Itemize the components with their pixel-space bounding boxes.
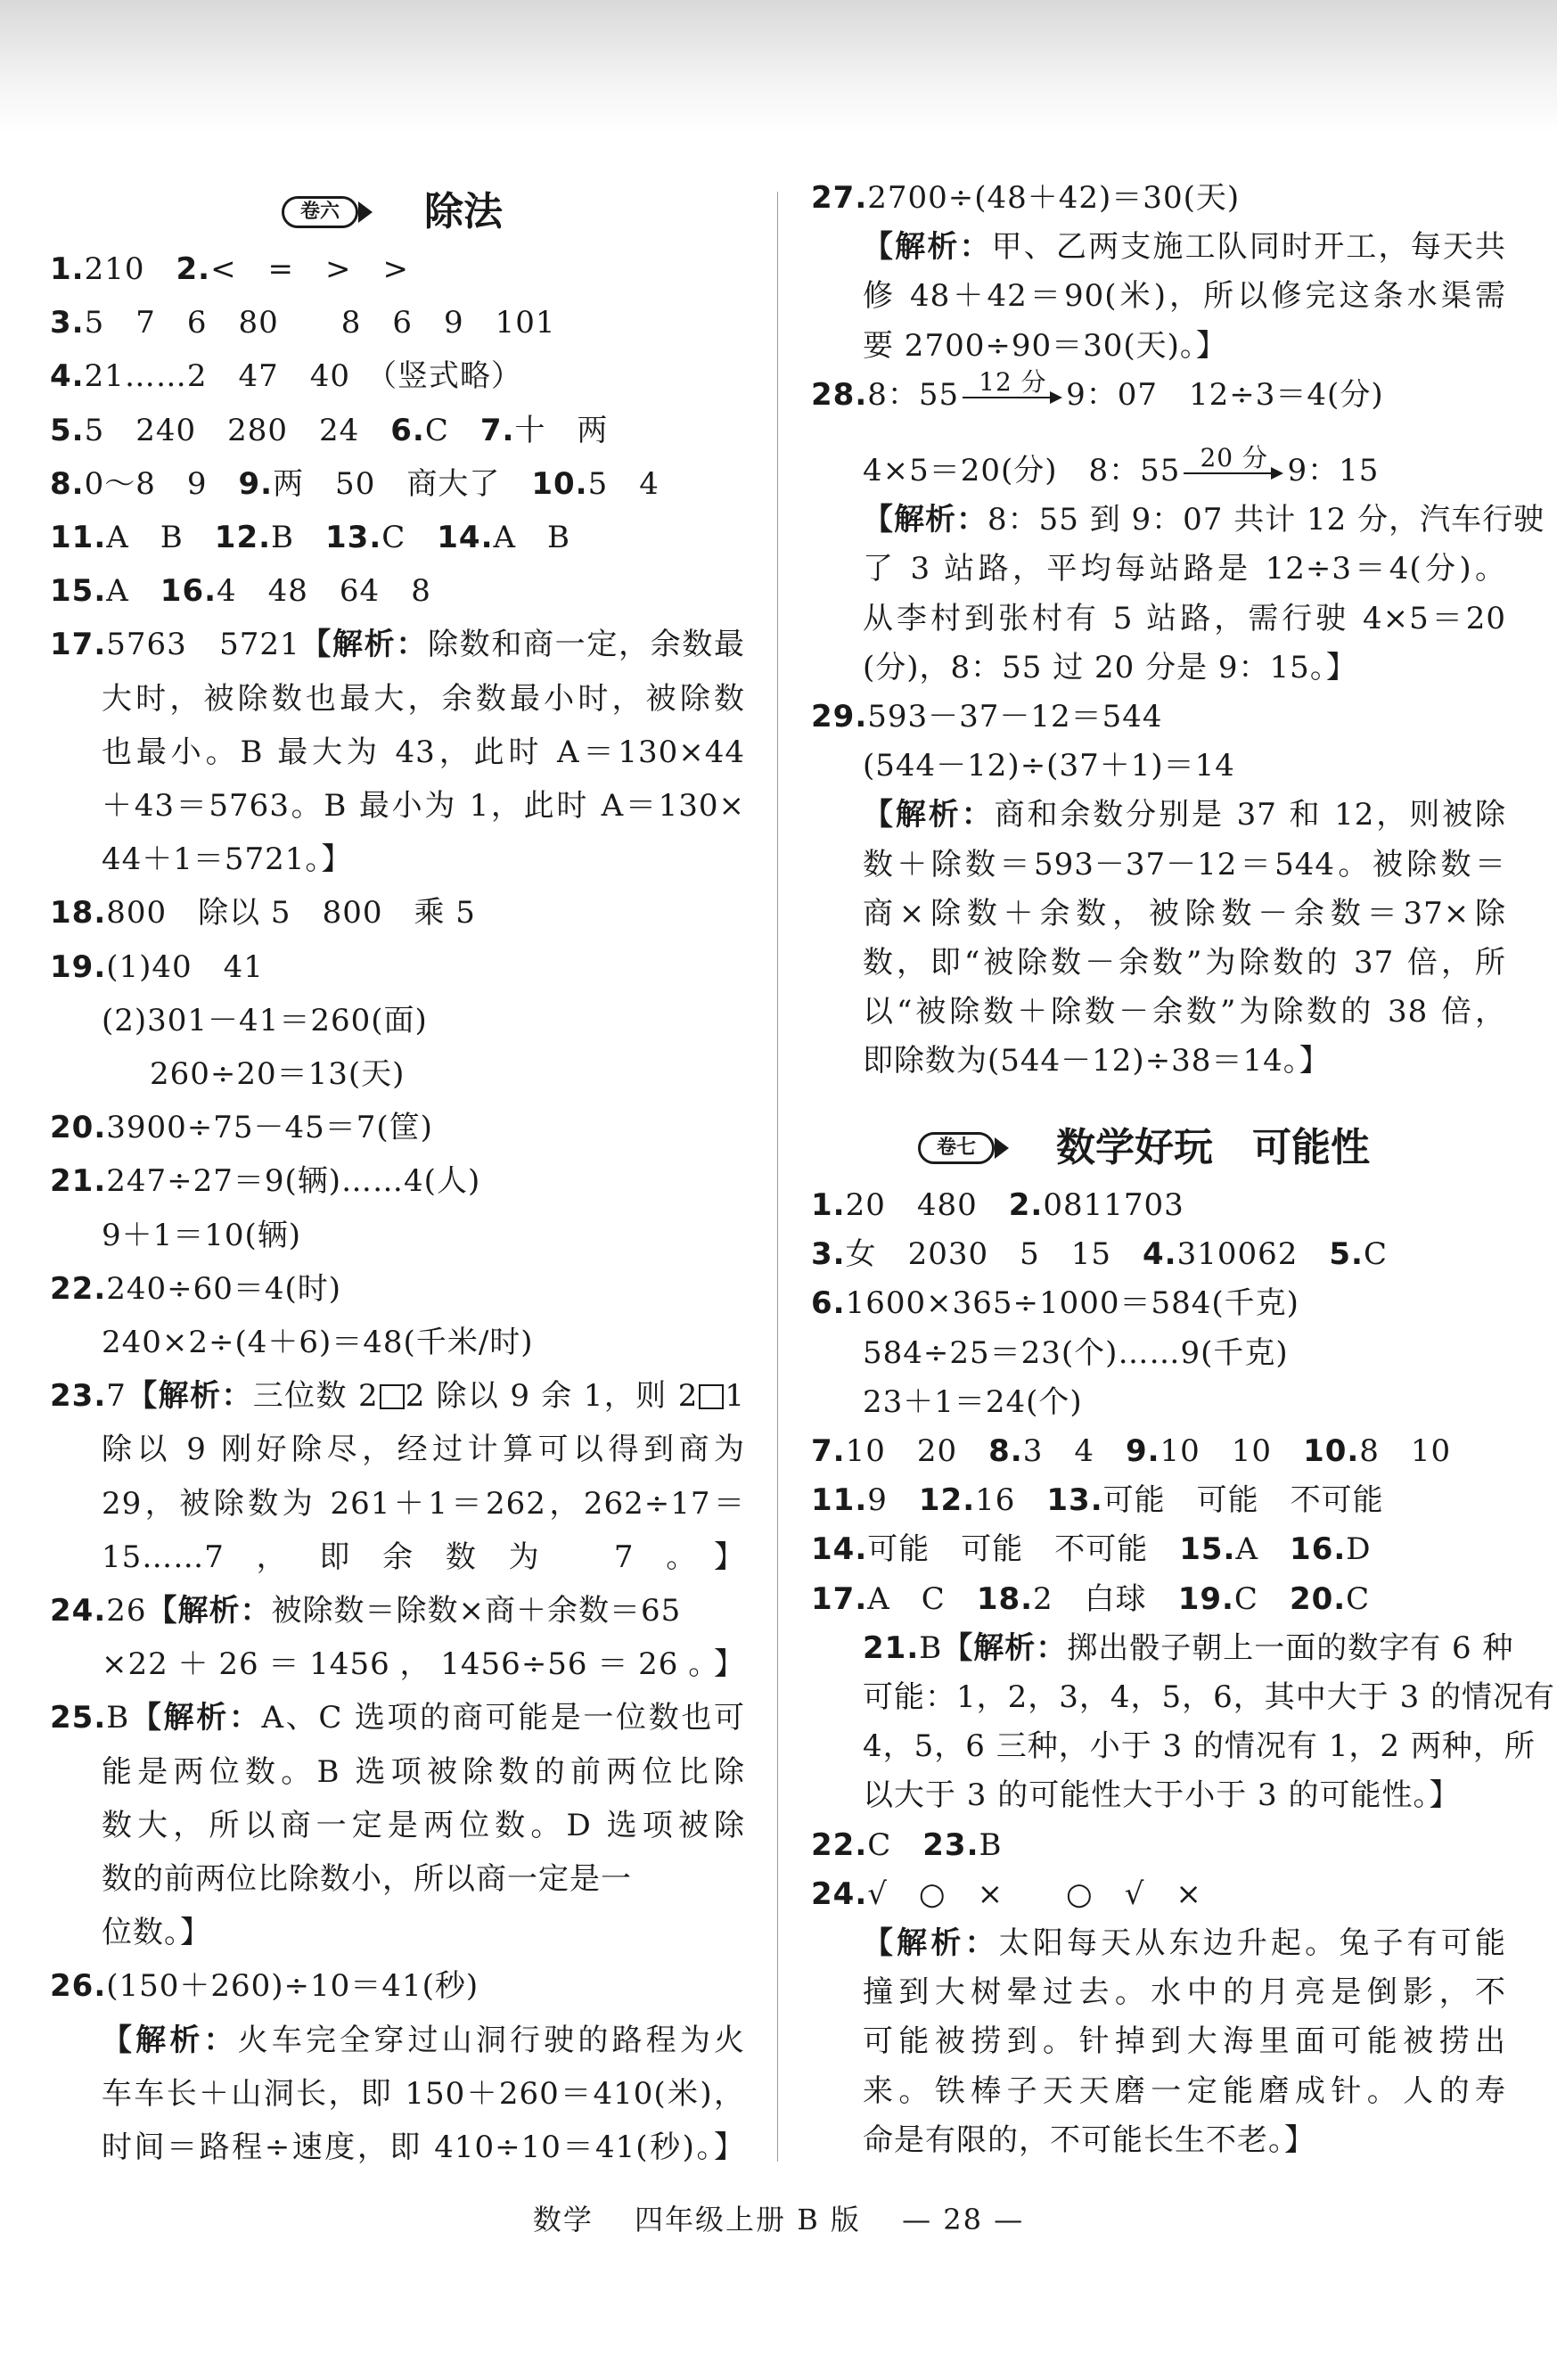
text-line <box>863 443 1380 490</box>
text-line <box>102 733 745 772</box>
answer-text: 1 <box>725 1378 745 1414</box>
answer-text: ＋43＝5763。B 最小为 1，此时 A＝130× <box>102 788 745 824</box>
item-number: 17. <box>811 1581 868 1617</box>
item-number: 2. <box>1008 1187 1044 1223</box>
item-number: 22. <box>811 1827 868 1863</box>
text-line <box>811 1580 1370 1619</box>
text-line <box>863 1678 1556 1717</box>
item-number: 22. <box>50 1271 107 1307</box>
answer-text: 21……2 47 40 （竖式略） <box>84 358 523 394</box>
answer-text: 能是两位数。B 选项被除数的前两位比除 <box>102 1754 745 1790</box>
text-line <box>102 786 745 825</box>
item-number: 16. <box>160 573 217 609</box>
text-line <box>811 1875 1202 1914</box>
answer-text: 可能：1，2，3，4，5，6，其中大于 3 的情况有 <box>863 1679 1556 1715</box>
answer-text: (544－12)÷(37＋1)＝14 <box>863 748 1235 784</box>
text-line <box>811 1826 1002 1865</box>
text-line <box>50 303 556 342</box>
answer-text: 5 7 6 80 8 6 9 101 <box>84 305 556 341</box>
time-arrow-icon <box>1184 443 1283 490</box>
analysis-label: 【解析： <box>129 1700 262 1736</box>
answer-text: 9：07 12÷3＝4(分) <box>1066 377 1384 413</box>
item-number: 13. <box>1046 1482 1103 1518</box>
answer-text: 800 除以 5 800 乘 5 <box>106 895 476 931</box>
item-number: 12. <box>214 520 272 555</box>
answer-text: 两 50 商大了 <box>273 466 532 502</box>
answer-text: 以“被除数＋除数－余数”为除数的 38 倍， <box>863 994 1506 1030</box>
item-number: 17. <box>50 627 107 662</box>
answer-text: B <box>979 1827 1003 1863</box>
arrow-label: 12 分 <box>979 367 1047 397</box>
item-number: 3. <box>50 305 85 341</box>
answer-text: 20 480 <box>845 1187 1009 1223</box>
answer-text: 10 20 <box>845 1433 989 1469</box>
text-line <box>50 1376 745 1416</box>
analysis-label: 【解析： <box>146 1593 272 1629</box>
item-number: 29. <box>811 699 868 735</box>
text-line <box>863 1924 1506 1963</box>
answer-text: 4 48 64 8 <box>217 573 431 609</box>
analysis-label: 【解析： <box>863 1925 999 1961</box>
text-line <box>102 1913 211 1952</box>
text-line <box>50 1698 745 1737</box>
text-line <box>811 1186 1184 1225</box>
section7-header <box>811 1123 1506 1177</box>
answer-text: 除以 9 刚好除尽，经过计算可以得到商为 <box>102 1432 745 1467</box>
answer-text: 10 10 <box>1160 1433 1304 1469</box>
answer-text: 了 3 站路，平均每站路是 12÷3＝4(分)。 <box>863 551 1506 587</box>
text-line <box>863 1629 1514 1668</box>
answer-text: C <box>381 520 438 555</box>
answer-text: 15……7，即余数为 7。】 <box>102 1539 745 1575</box>
text-line <box>50 518 570 557</box>
item-number: 4. <box>1143 1236 1177 1272</box>
text-line <box>50 250 409 289</box>
answer-text: 9 <box>867 1482 919 1518</box>
answer-text: 8 10 <box>1359 1433 1452 1469</box>
item-number: 11. <box>50 520 107 555</box>
footer-subject: 数学 <box>532 2203 594 2236</box>
answer-text: 3900÷75－45＝7(筐) <box>106 1110 433 1145</box>
section6-title: 除法 <box>424 189 503 234</box>
text-line <box>50 1269 341 1309</box>
text-line <box>102 1645 745 1684</box>
answer-text: B <box>106 1700 130 1736</box>
text-line <box>50 1966 479 2006</box>
answer-text: 修 48＋42＝90(米)，所以修完这条水渠需 <box>863 278 1506 314</box>
page-footer <box>0 2197 1557 2238</box>
text-line <box>102 1430 745 1469</box>
text-line <box>863 1334 1289 1373</box>
item-number: 19. <box>1177 1581 1234 1617</box>
answer-text: 0～8 9 <box>84 466 239 502</box>
text-line <box>863 599 1506 638</box>
answer-text: 240÷60＝4(时) <box>106 1271 342 1307</box>
answer-text: A <box>1235 1531 1291 1567</box>
footer-page-number: — 28 — <box>902 2203 1025 2236</box>
answer-text: 9＋1＝10(辆) <box>102 1218 302 1253</box>
answer-text: (1)40 41 <box>106 949 264 985</box>
item-number: 3. <box>811 1236 846 1272</box>
answer-text: 女 2030 5 15 <box>845 1236 1143 1272</box>
answer-text: C <box>1346 1581 1371 1617</box>
text-line <box>863 992 1506 1031</box>
answer-text: 8：55 <box>867 377 960 413</box>
text-line <box>102 1484 745 1523</box>
analysis-label: 【解析： <box>299 627 428 662</box>
item-number: 15. <box>50 573 107 609</box>
arrow-label: 20 分 <box>1200 443 1268 472</box>
item-number: 18. <box>50 895 107 931</box>
answer-text: 247÷27＝9(辆)……4(人) <box>106 1163 481 1199</box>
answer-text: 可能 可能 不可能 <box>1102 1482 1384 1518</box>
answer-text: 2 白球 <box>1033 1581 1178 1617</box>
answer-text: 来。铁棒子天天磨一定能磨成针。人的寿 <box>863 2073 1506 2109</box>
item-number: 20. <box>50 1110 107 1145</box>
answer-text: D <box>1346 1531 1372 1567</box>
item-number: 8. <box>50 466 85 502</box>
answer-text: 即除数为(544－12)÷38＝14。】 <box>863 1043 1331 1079</box>
answer-text: 数的前两位比除数小，所以商一定是一 <box>102 1861 632 1897</box>
text-line <box>863 1041 1331 1080</box>
answer-text: 可能被捞到。针掉到大海里面可能被捞出 <box>863 2023 1506 2059</box>
text-line <box>50 893 476 932</box>
answer-text: 7 <box>106 1378 127 1414</box>
text-line <box>863 1383 1083 1422</box>
answer-text: 593－37－12＝544 <box>867 699 1163 735</box>
column-divider <box>777 192 778 2162</box>
item-number: 26. <box>50 1968 107 2004</box>
text-line <box>811 1284 1299 1323</box>
item-number: 6. <box>390 413 425 448</box>
answer-text: 310062 <box>1176 1236 1330 1272</box>
text-line <box>811 1481 1384 1520</box>
text-line <box>811 367 1384 414</box>
text-line <box>102 1752 745 1792</box>
answer-text: 5 240 280 24 <box>84 413 391 448</box>
answer-text: 数大，所以商一定是两位数。D 选项被除 <box>102 1808 745 1843</box>
text-line <box>863 746 1235 785</box>
item-number: 2. <box>176 251 211 287</box>
answer-text: B <box>271 520 326 555</box>
answer-text: B <box>919 1630 943 1666</box>
badge-arrow-icon <box>995 1137 1009 1159</box>
blank-box-icon <box>699 1384 724 1409</box>
analysis-label: 【解析： <box>863 502 987 538</box>
answer-text: 260÷20＝13(天) <box>150 1056 406 1092</box>
item-number: 7. <box>479 413 515 448</box>
answer-text: 584÷25＝23(个)……9(千克) <box>863 1335 1289 1371</box>
analysis-label: 【解析： <box>126 1378 253 1414</box>
answer-text: 位数。】 <box>102 1915 211 1950</box>
answer-text: 除数和商一定，余数最 <box>428 627 746 662</box>
item-number: 4. <box>50 358 85 394</box>
answer-text: 4，5，6 三种，小于 3 的情况有 1，2 两种，所 <box>863 1728 1536 1764</box>
text-line <box>863 943 1506 982</box>
answer-text: 5 4 <box>587 466 660 502</box>
text-line <box>50 1108 433 1147</box>
item-number: 7. <box>811 1433 846 1469</box>
item-number: 24. <box>50 1593 107 1629</box>
answer-text: 0811703 <box>1043 1187 1184 1223</box>
text-line <box>811 1432 1451 1471</box>
text-line <box>863 1776 1461 1815</box>
answer-text: √ ○ × ○ √ × <box>867 1876 1202 1912</box>
answer-text: 210 <box>84 251 176 287</box>
item-number: 5. <box>1329 1236 1364 1272</box>
answer-text: A B <box>106 520 215 555</box>
answer-text: 29，被除数为 261＋1＝262，262÷17＝ <box>102 1486 745 1522</box>
section7-title: 数学好玩 可能性 <box>1056 1125 1370 1170</box>
text-line <box>863 894 1506 933</box>
item-number: 14. <box>437 520 494 555</box>
text-line <box>863 326 1227 365</box>
answer-text: 时间＝路程÷速度，即 410÷10＝41(秒)。】 <box>102 2130 745 2165</box>
time-arrow-icon <box>963 367 1062 414</box>
answer-text: 240×2÷(4＋6)＝48(千米/时) <box>102 1325 534 1360</box>
answer-text: 命是有限的，不可能长生不老。】 <box>863 2122 1315 2158</box>
answer-text: C <box>867 1827 923 1863</box>
answer-text: 数＋除数＝593－37－12＝544。被除数＝ <box>863 847 1506 882</box>
text-line <box>102 1001 428 1040</box>
item-number: 9. <box>1125 1433 1160 1469</box>
section6-badge: 卷六 <box>282 196 358 228</box>
item-number: 20. <box>1289 1581 1347 1617</box>
analysis-label: 【解析： <box>102 2023 238 2058</box>
answer-text: (150＋260)÷10＝41(秒) <box>106 1968 479 2004</box>
item-number: 13. <box>325 520 382 555</box>
item-number: 28. <box>811 377 868 413</box>
text-line <box>50 1591 681 1630</box>
text-line <box>863 1973 1506 2012</box>
answer-text: 商和余数分别是 37 和 12，则被除 <box>994 797 1507 833</box>
text-line <box>50 1161 480 1201</box>
answer-text: 2 除以 9 余 1，则 2 <box>405 1378 699 1414</box>
answer-text: 5763 5721 <box>106 627 300 662</box>
text-line <box>811 178 1240 217</box>
text-line <box>102 1859 632 1899</box>
answer-text: ×22＋26＝1456，1456÷56＝26。】 <box>102 1646 745 1682</box>
answer-text: 44＋1＝5721。】 <box>102 841 353 877</box>
item-number: 23. <box>50 1378 107 1414</box>
answer-text: 甲、乙两支施工队同时开工，每天共 <box>991 229 1507 265</box>
text-line <box>811 697 1163 736</box>
answer-text: (分)，8：55 过 20 分是 9：15。】 <box>863 650 1357 685</box>
text-line <box>50 357 522 396</box>
text-line <box>102 1538 745 1577</box>
text-line <box>863 845 1506 884</box>
answer-text: 太阳每天从东边升起。兔子有可能 <box>998 1925 1507 1961</box>
text-line <box>50 571 431 611</box>
answer-text: 2700÷(48＋42)＝30(天) <box>867 180 1241 216</box>
answer-text: 以大于 3 的可能性大于小于 3 的可能性。】 <box>863 1777 1461 1813</box>
text-line <box>863 2022 1506 2061</box>
answer-text: 23＋1＝24(个) <box>863 1384 1083 1420</box>
text-line <box>50 625 745 664</box>
answer-text: C <box>1233 1581 1290 1617</box>
text-line <box>863 500 1545 539</box>
text-line <box>863 648 1357 687</box>
text-line <box>50 464 660 504</box>
text-line <box>102 1323 534 1362</box>
answer-text: 车车长＋山洞长，即 150＋260＝410(米)， <box>102 2076 745 2112</box>
item-number: 19. <box>50 949 107 985</box>
item-number: 1. <box>50 251 85 287</box>
answer-text: 9：15 <box>1287 453 1380 488</box>
item-number: 10. <box>1303 1433 1360 1469</box>
answer-text: 1600×365÷1000＝584(千克) <box>845 1285 1299 1321</box>
item-number: 16. <box>1290 1531 1347 1567</box>
answer-text: < = > > <box>210 251 410 287</box>
item-number: 9. <box>238 466 274 502</box>
text-line <box>102 2074 745 2113</box>
text-line <box>863 549 1506 588</box>
badge-arrow-icon <box>358 201 373 223</box>
answer-text: 从李村到张村有 5 站路，需行驶 4×5＝20 <box>863 601 1506 636</box>
footer-grade: 四年级上册 <box>635 2203 787 2236</box>
text-line <box>102 679 745 718</box>
scan-shadow <box>0 0 1557 134</box>
analysis-label: 【解析： <box>863 797 995 833</box>
answer-text: 可能 可能 不可能 <box>867 1531 1180 1567</box>
answer-text: A B <box>493 520 571 555</box>
answer-text: C <box>1363 1236 1388 1272</box>
item-number: 5. <box>50 413 85 448</box>
item-number: 1. <box>811 1187 846 1223</box>
answer-text: 掷出骰子朝上一面的数字有 6 种 <box>1067 1630 1514 1666</box>
text-line <box>102 2021 745 2060</box>
analysis-label: 【解析： <box>863 229 992 265</box>
text-line <box>50 411 608 450</box>
item-number: 14. <box>811 1531 868 1567</box>
item-number: 27. <box>811 180 868 216</box>
answer-text: 8：55 到 9：07 共计 12 分，汽车行驶 <box>987 502 1545 538</box>
text-line <box>102 840 352 879</box>
text-line <box>150 1055 405 1094</box>
answer-text: A、C 选项的商可能是一位数也可 <box>261 1700 746 1736</box>
footer-edition: B 版 <box>797 2203 861 2236</box>
text-line <box>102 1216 301 1255</box>
answer-text: 26 <box>106 1593 147 1629</box>
item-number: 6. <box>811 1285 846 1321</box>
answer-text: 也最小。B 最大为 43，此时 A＝130×44 <box>102 735 745 770</box>
text-line <box>811 1235 1388 1274</box>
text-line <box>863 795 1506 834</box>
text-line <box>811 1530 1372 1569</box>
answer-text: 数，即“被除数－余数”为除数的 37 倍，所 <box>863 945 1506 981</box>
answer-text: 被除数＝除数×商＋余数＝65 <box>271 1593 682 1629</box>
answer-text: A <box>106 573 160 609</box>
item-number: 18. <box>976 1581 1034 1617</box>
section6-header <box>50 187 745 241</box>
item-number: 12. <box>918 1482 976 1518</box>
answer-text: 大时，被除数也最大，余数最小时，被除数 <box>102 681 745 717</box>
item-number: 21. <box>863 1630 920 1666</box>
text-line <box>863 276 1506 316</box>
answer-text: 火车完全穿过山洞行驶的路程为火 <box>237 2023 746 2058</box>
item-number: 23. <box>922 1827 979 1863</box>
answer-text: 16 <box>975 1482 1047 1518</box>
analysis-label: 【解析： <box>942 1630 1068 1666</box>
text-line <box>102 2128 745 2167</box>
answer-text: C <box>424 413 480 448</box>
blank-box-icon <box>380 1384 405 1409</box>
item-number: 25. <box>50 1700 107 1736</box>
answer-text: 三位数 2 <box>252 1378 379 1414</box>
item-number: 21. <box>50 1163 107 1199</box>
item-number: 8. <box>988 1433 1023 1469</box>
answer-text: 撞到大树晕过去。水中的月亮是倒影，不 <box>863 1974 1506 2010</box>
item-number: 15. <box>1179 1531 1236 1567</box>
text-line <box>102 1806 745 1845</box>
text-line <box>863 2121 1315 2160</box>
item-number: 24. <box>811 1876 868 1912</box>
section7-badge: 卷七 <box>918 1132 995 1164</box>
text-line <box>863 2072 1506 2111</box>
answer-text: 4×5＝20(分) 8：55 <box>863 453 1181 488</box>
item-number: 11. <box>811 1482 868 1518</box>
answer-text: 十 两 <box>514 413 609 448</box>
item-number: 10. <box>531 466 588 502</box>
text-line <box>50 948 264 987</box>
answer-text: 要 2700÷90＝30(天)。】 <box>863 328 1227 364</box>
answer-text: 3 4 <box>1022 1433 1126 1469</box>
answer-text: (2)301－41＝260(面) <box>102 1003 428 1038</box>
text-line <box>863 1727 1536 1766</box>
text-line <box>863 227 1506 267</box>
answer-text: A C <box>867 1581 977 1617</box>
answer-text: 商×除数＋余数，被除数－余数＝37×除 <box>863 896 1506 931</box>
